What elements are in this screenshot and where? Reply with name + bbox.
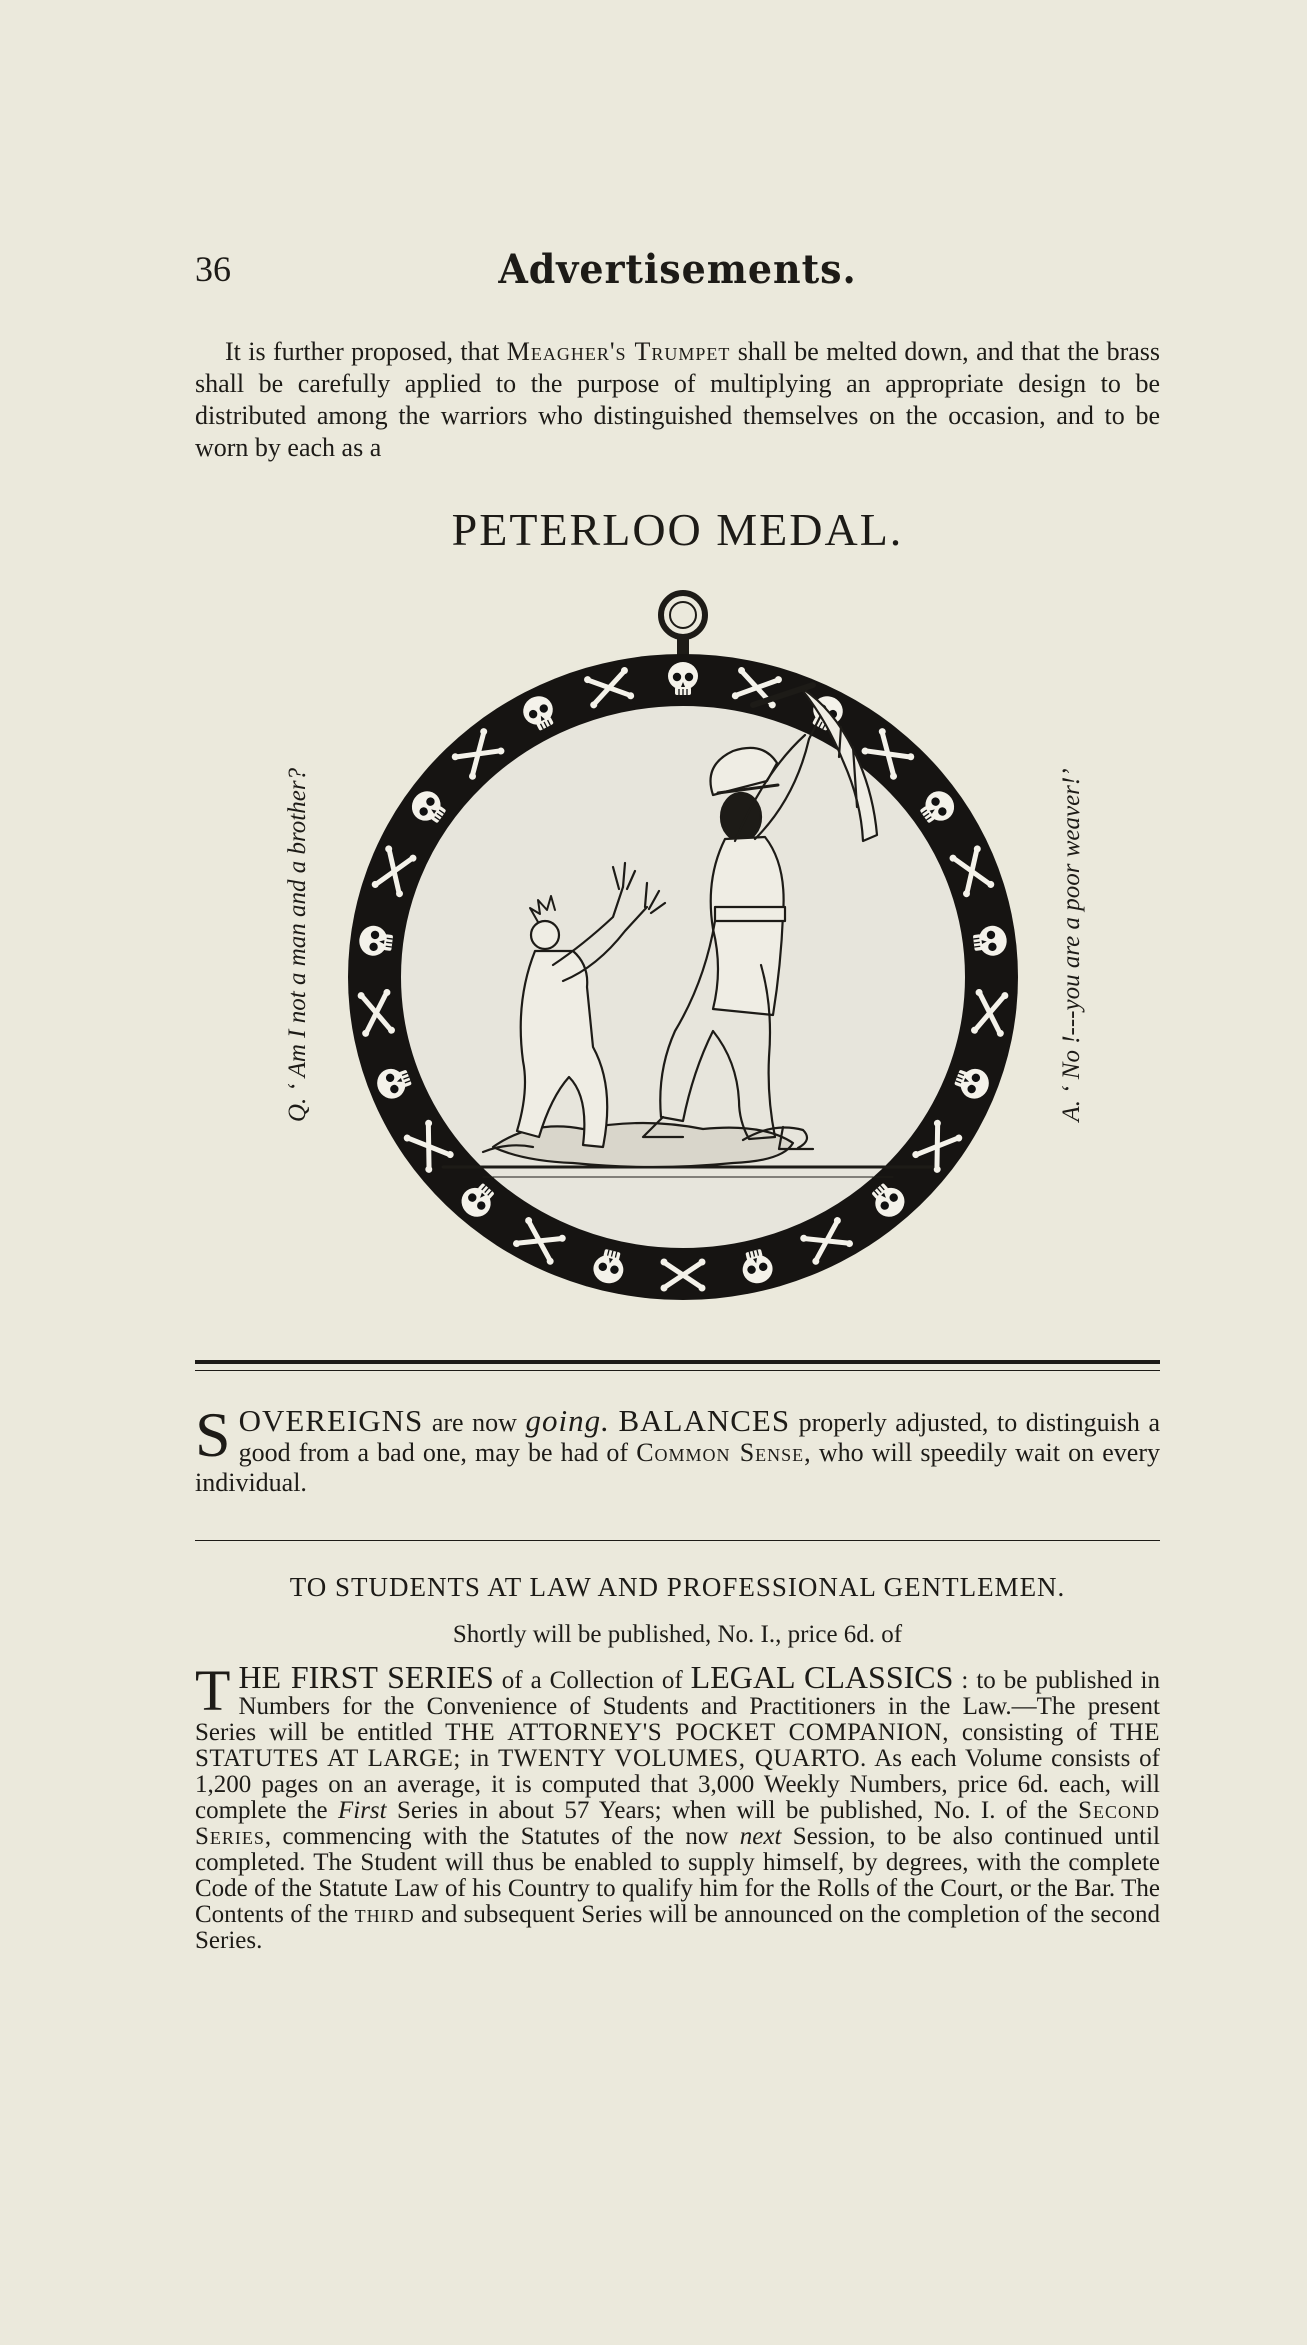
section-rule-thin-2 xyxy=(195,1540,1160,1541)
sovereigns-common-sense: Common Sense xyxy=(636,1438,805,1467)
section-rule-thick xyxy=(195,1360,1160,1364)
page-header xyxy=(195,248,1160,298)
medal-question-text: Q. ‘ Am I not a man and a brother? xyxy=(284,767,311,1123)
running-head: Advertisements. xyxy=(498,246,857,293)
intro-text-2: shall be melted down, and that the brass shall be carefully applied to the purpose of multiplying an appropriate design to be distributed among the warriors who distinguished themselves on the occasion, and to be worn by each as a xyxy=(195,337,1161,462)
legal-second-series: Second Series xyxy=(195,1797,1160,1850)
legal-subheading: Shortly will be published, No. I., price 6d. of xyxy=(452,1621,903,1648)
legal-t2: : to be published in Numbers for the Convenience of Students and Practitioners in the Law.—The present Series will be entitled xyxy=(195,1667,1161,1746)
legal-classics-advertisement xyxy=(195,1658,1161,1954)
legal-t7: , commencing with the Statutes of the now xyxy=(264,1823,740,1850)
intro-text-1: It is further proposed, that xyxy=(225,337,507,366)
legal-caps-1: THE ATTORNEY'S POCKET COMPANION, xyxy=(445,1719,950,1746)
legal-heading: TO STUDENTS AT LAW AND PROFESSIONAL GENTLEMEN. xyxy=(289,1572,1066,1602)
peterloo-medal-illustration xyxy=(333,577,1033,1317)
sovereigns-lead: OVEREIGNS xyxy=(238,1403,424,1438)
legal-t8: Session, to be also continued until completed. The Student will thus be enabled to supply himself, by degrees, with the complete Code of the Statute Law of his Country to qualify him for the Rolls of the Court, or the Bar. The Contents of the xyxy=(195,1823,1160,1928)
sovereigns-t4: , who will speedily wait on every individual. xyxy=(195,1438,1160,1497)
sovereigns-balances: BALANCES xyxy=(618,1403,791,1438)
medal-question xyxy=(278,705,318,1185)
legal-t9: and subsequent Series will be announced on the completion of the second Series. xyxy=(195,1901,1160,1954)
legal-next: next xyxy=(739,1823,782,1850)
legal-first: First xyxy=(337,1797,387,1824)
medal-ring-loop xyxy=(661,593,705,637)
legal-classics-title: LEGAL CLASSICS xyxy=(690,1659,954,1695)
legal-t5: As each Volume consists of 1,200 pages on an average, it is computed that 3,000 Weekly Numbers, price 6d. each, will complete the xyxy=(195,1745,1160,1824)
meaghers-trumpet: Meagher's Trumpet xyxy=(506,337,731,366)
legal-caps-3: TWENTY VOLUMES, QUARTO. xyxy=(497,1745,867,1772)
legal-third: third xyxy=(354,1901,415,1928)
legal-dropcap: T xyxy=(195,1658,231,1723)
medal-title: PETERLOO MEDAL. xyxy=(451,504,904,555)
page-number: 36 xyxy=(195,249,231,289)
legal-t1: of a Collection of xyxy=(493,1667,691,1694)
sovereigns-advertisement xyxy=(195,1399,1161,1498)
legal-t4: in xyxy=(460,1745,498,1772)
legal-t6: Series in about 57 Years; when will be published, No. I. of the xyxy=(386,1797,1079,1824)
legal-t3: consisting of xyxy=(949,1719,1110,1746)
medal-answer-text: A. ‘ No !---you are a poor weaver!’ xyxy=(1058,768,1085,1122)
legal-caps-2: THE STATUTES AT LARGE; xyxy=(195,1719,1160,1772)
section-rule-thin-1 xyxy=(195,1370,1160,1371)
sovereigns-going: going. xyxy=(525,1403,610,1438)
sovereigns-dropcap: S xyxy=(195,1399,231,1470)
intro-paragraph xyxy=(195,336,1160,464)
sovereigns-t3: properly adjusted, to distinguish a good from a bad one, may be had of xyxy=(238,1408,1161,1467)
medal-answer xyxy=(1052,705,1092,1185)
legal-lead: HE FIRST SERIES xyxy=(238,1659,494,1695)
sovereigns-t1: are now xyxy=(423,1408,526,1437)
